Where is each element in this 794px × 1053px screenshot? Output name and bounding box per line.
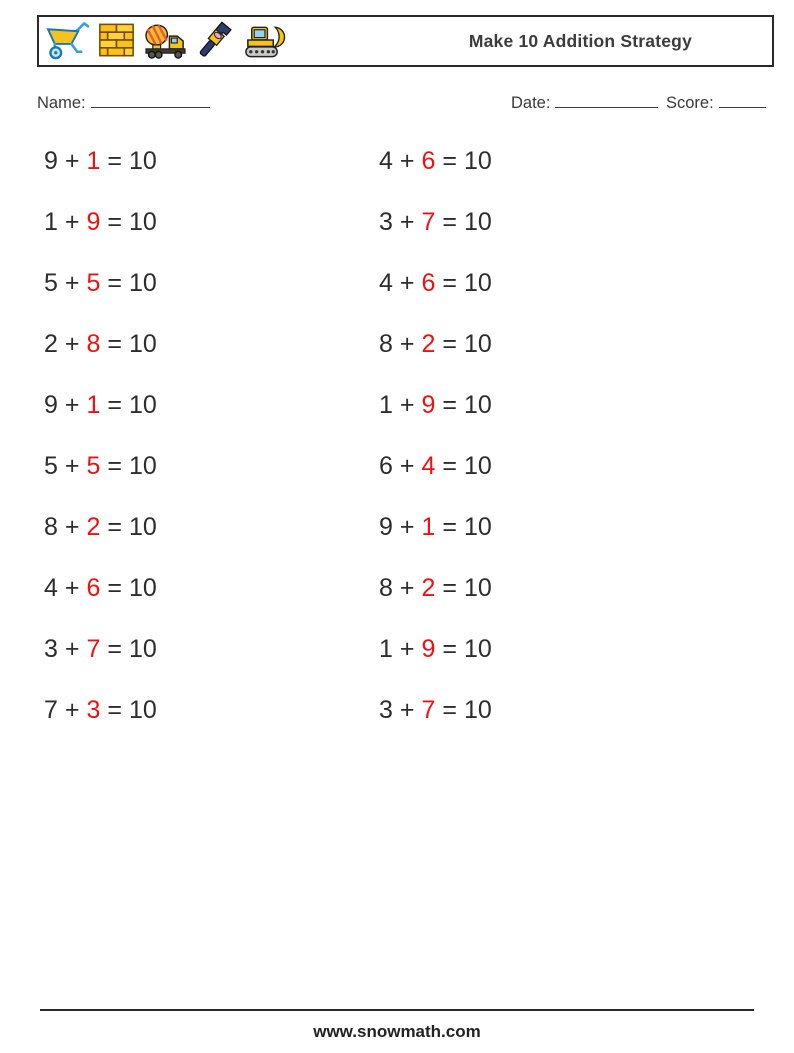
addend-first: 3: [379, 696, 393, 724]
plus-sign: +: [64, 513, 80, 541]
addend-second: 8: [86, 330, 101, 358]
addend-first: 1: [379, 635, 393, 663]
plus-sign: +: [64, 452, 80, 480]
addend-first: 8: [379, 574, 393, 602]
equals-sign: =: [442, 391, 458, 419]
sum-value: 10: [129, 208, 157, 236]
equation-row: [44, 619, 157, 680]
equals-sign: =: [442, 269, 458, 297]
addend-first: 4: [379, 269, 393, 297]
date-field: [511, 92, 658, 113]
equation-row: [44, 314, 157, 375]
sum-value: 10: [129, 696, 157, 724]
addend-first: 1: [44, 208, 58, 236]
addend-second: 2: [421, 330, 436, 358]
addend-second: 6: [421, 269, 436, 297]
footer-divider: [40, 1009, 754, 1011]
addend-first: 8: [379, 330, 393, 358]
plus-sign: +: [64, 696, 80, 724]
plus-sign: +: [399, 696, 415, 724]
sum-value: 10: [129, 269, 157, 297]
sum-value: 10: [129, 513, 157, 541]
equation-row: [379, 375, 492, 436]
score-blank-line: [719, 92, 766, 108]
sum-value: 10: [464, 513, 492, 541]
plus-sign: +: [399, 147, 415, 175]
wheelbarrow-icon: [45, 20, 90, 62]
cement-mixer-truck-icon: [143, 20, 188, 62]
addend-second: 1: [86, 147, 101, 175]
addend-second: 7: [421, 696, 436, 724]
equation-row: [379, 192, 492, 253]
equation-row: [44, 436, 157, 497]
sum-value: 10: [464, 391, 492, 419]
addend-second: 6: [86, 574, 101, 602]
construction-icon-row: [45, 20, 286, 62]
sum-value: 10: [464, 452, 492, 480]
plus-sign: +: [64, 635, 80, 663]
equation-row: [379, 497, 492, 558]
equation-row: [379, 558, 492, 619]
equals-sign: =: [442, 513, 458, 541]
equation-row: [44, 680, 157, 741]
plus-sign: +: [399, 513, 415, 541]
addend-first: 5: [44, 452, 58, 480]
addend-first: 2: [44, 330, 58, 358]
page-title: Make 10 Addition Strategy: [468, 30, 692, 51]
sum-value: 10: [129, 391, 157, 419]
equation-row: [44, 375, 157, 436]
addend-second: 7: [421, 208, 436, 236]
equation-row: [44, 558, 157, 619]
equation-row: [379, 436, 492, 497]
sum-value: 10: [129, 147, 157, 175]
addend-first: 1: [379, 391, 393, 419]
equation-row: [44, 253, 157, 314]
plus-sign: +: [64, 147, 80, 175]
addend-first: 9: [379, 513, 393, 541]
pipe-wrench-icon: [192, 20, 237, 62]
plus-sign: +: [64, 574, 80, 602]
equation-row: [44, 131, 157, 192]
score-label: Score:: [666, 94, 714, 112]
bulldozer-icon: [241, 20, 286, 62]
plus-sign: +: [64, 391, 80, 419]
plus-sign: +: [399, 574, 415, 602]
date-label: Date:: [511, 94, 551, 112]
equals-sign: =: [107, 635, 123, 663]
equals-sign: =: [107, 147, 123, 175]
equals-sign: =: [107, 513, 123, 541]
plus-sign: +: [399, 330, 415, 358]
equals-sign: =: [107, 330, 123, 358]
equals-sign: =: [442, 574, 458, 602]
equals-sign: =: [107, 574, 123, 602]
equation-row: [379, 131, 492, 192]
equation-row: [379, 680, 492, 741]
equation-row: [379, 619, 492, 680]
plus-sign: +: [64, 269, 80, 297]
addend-second: 1: [421, 513, 436, 541]
addend-second: 2: [421, 574, 436, 602]
sum-value: 10: [464, 147, 492, 175]
worksheet-header: [37, 15, 774, 67]
addend-first: 3: [44, 635, 58, 663]
name-label: Name:: [37, 94, 86, 112]
equals-sign: =: [107, 452, 123, 480]
equals-sign: =: [442, 696, 458, 724]
sum-value: 10: [464, 208, 492, 236]
equation-row: [379, 314, 492, 375]
sum-value: 10: [129, 635, 157, 663]
addend-second: 5: [86, 269, 101, 297]
equals-sign: =: [107, 208, 123, 236]
plus-sign: +: [399, 391, 415, 419]
plus-sign: +: [64, 208, 80, 236]
addend-first: 8: [44, 513, 58, 541]
name-field: [37, 92, 210, 113]
addend-second: 1: [86, 391, 101, 419]
score-field: [666, 92, 766, 113]
addend-first: 3: [379, 208, 393, 236]
problems-column-right: [379, 131, 492, 741]
plus-sign: +: [399, 269, 415, 297]
addend-first: 7: [44, 696, 58, 724]
sum-value: 10: [464, 269, 492, 297]
plus-sign: +: [399, 635, 415, 663]
equation-row: [44, 192, 157, 253]
sum-value: 10: [129, 574, 157, 602]
plus-sign: +: [399, 208, 415, 236]
addend-second: 4: [421, 452, 436, 480]
name-blank-line: [91, 92, 210, 108]
equals-sign: =: [442, 147, 458, 175]
sum-value: 10: [129, 452, 157, 480]
equals-sign: =: [107, 269, 123, 297]
addend-second: 3: [86, 696, 101, 724]
addend-second: 6: [421, 147, 436, 175]
addend-first: 6: [379, 452, 393, 480]
addend-first: 9: [44, 391, 58, 419]
equals-sign: =: [442, 635, 458, 663]
sum-value: 10: [464, 330, 492, 358]
addend-second: 9: [421, 391, 436, 419]
date-blank-line: [555, 92, 658, 108]
sum-value: 10: [464, 574, 492, 602]
addend-second: 9: [421, 635, 436, 663]
equals-sign: =: [107, 391, 123, 419]
addend-first: 9: [44, 147, 58, 175]
sum-value: 10: [464, 696, 492, 724]
addend-second: 7: [86, 635, 101, 663]
addend-first: 4: [379, 147, 393, 175]
equals-sign: =: [442, 208, 458, 236]
plus-sign: +: [64, 330, 80, 358]
equals-sign: =: [107, 696, 123, 724]
addend-second: 2: [86, 513, 101, 541]
plus-sign: +: [399, 452, 415, 480]
addend-first: 4: [44, 574, 58, 602]
sum-value: 10: [129, 330, 157, 358]
equals-sign: =: [442, 452, 458, 480]
brick-wall-icon: [94, 20, 139, 62]
addend-first: 5: [44, 269, 58, 297]
problems-column-left: [44, 131, 157, 741]
addend-second: 5: [86, 452, 101, 480]
equation-row: [44, 497, 157, 558]
addend-second: 9: [86, 208, 101, 236]
equals-sign: =: [442, 330, 458, 358]
sum-value: 10: [464, 635, 492, 663]
footer-url: www.snowmath.com: [313, 1022, 481, 1041]
equation-row: [379, 253, 492, 314]
